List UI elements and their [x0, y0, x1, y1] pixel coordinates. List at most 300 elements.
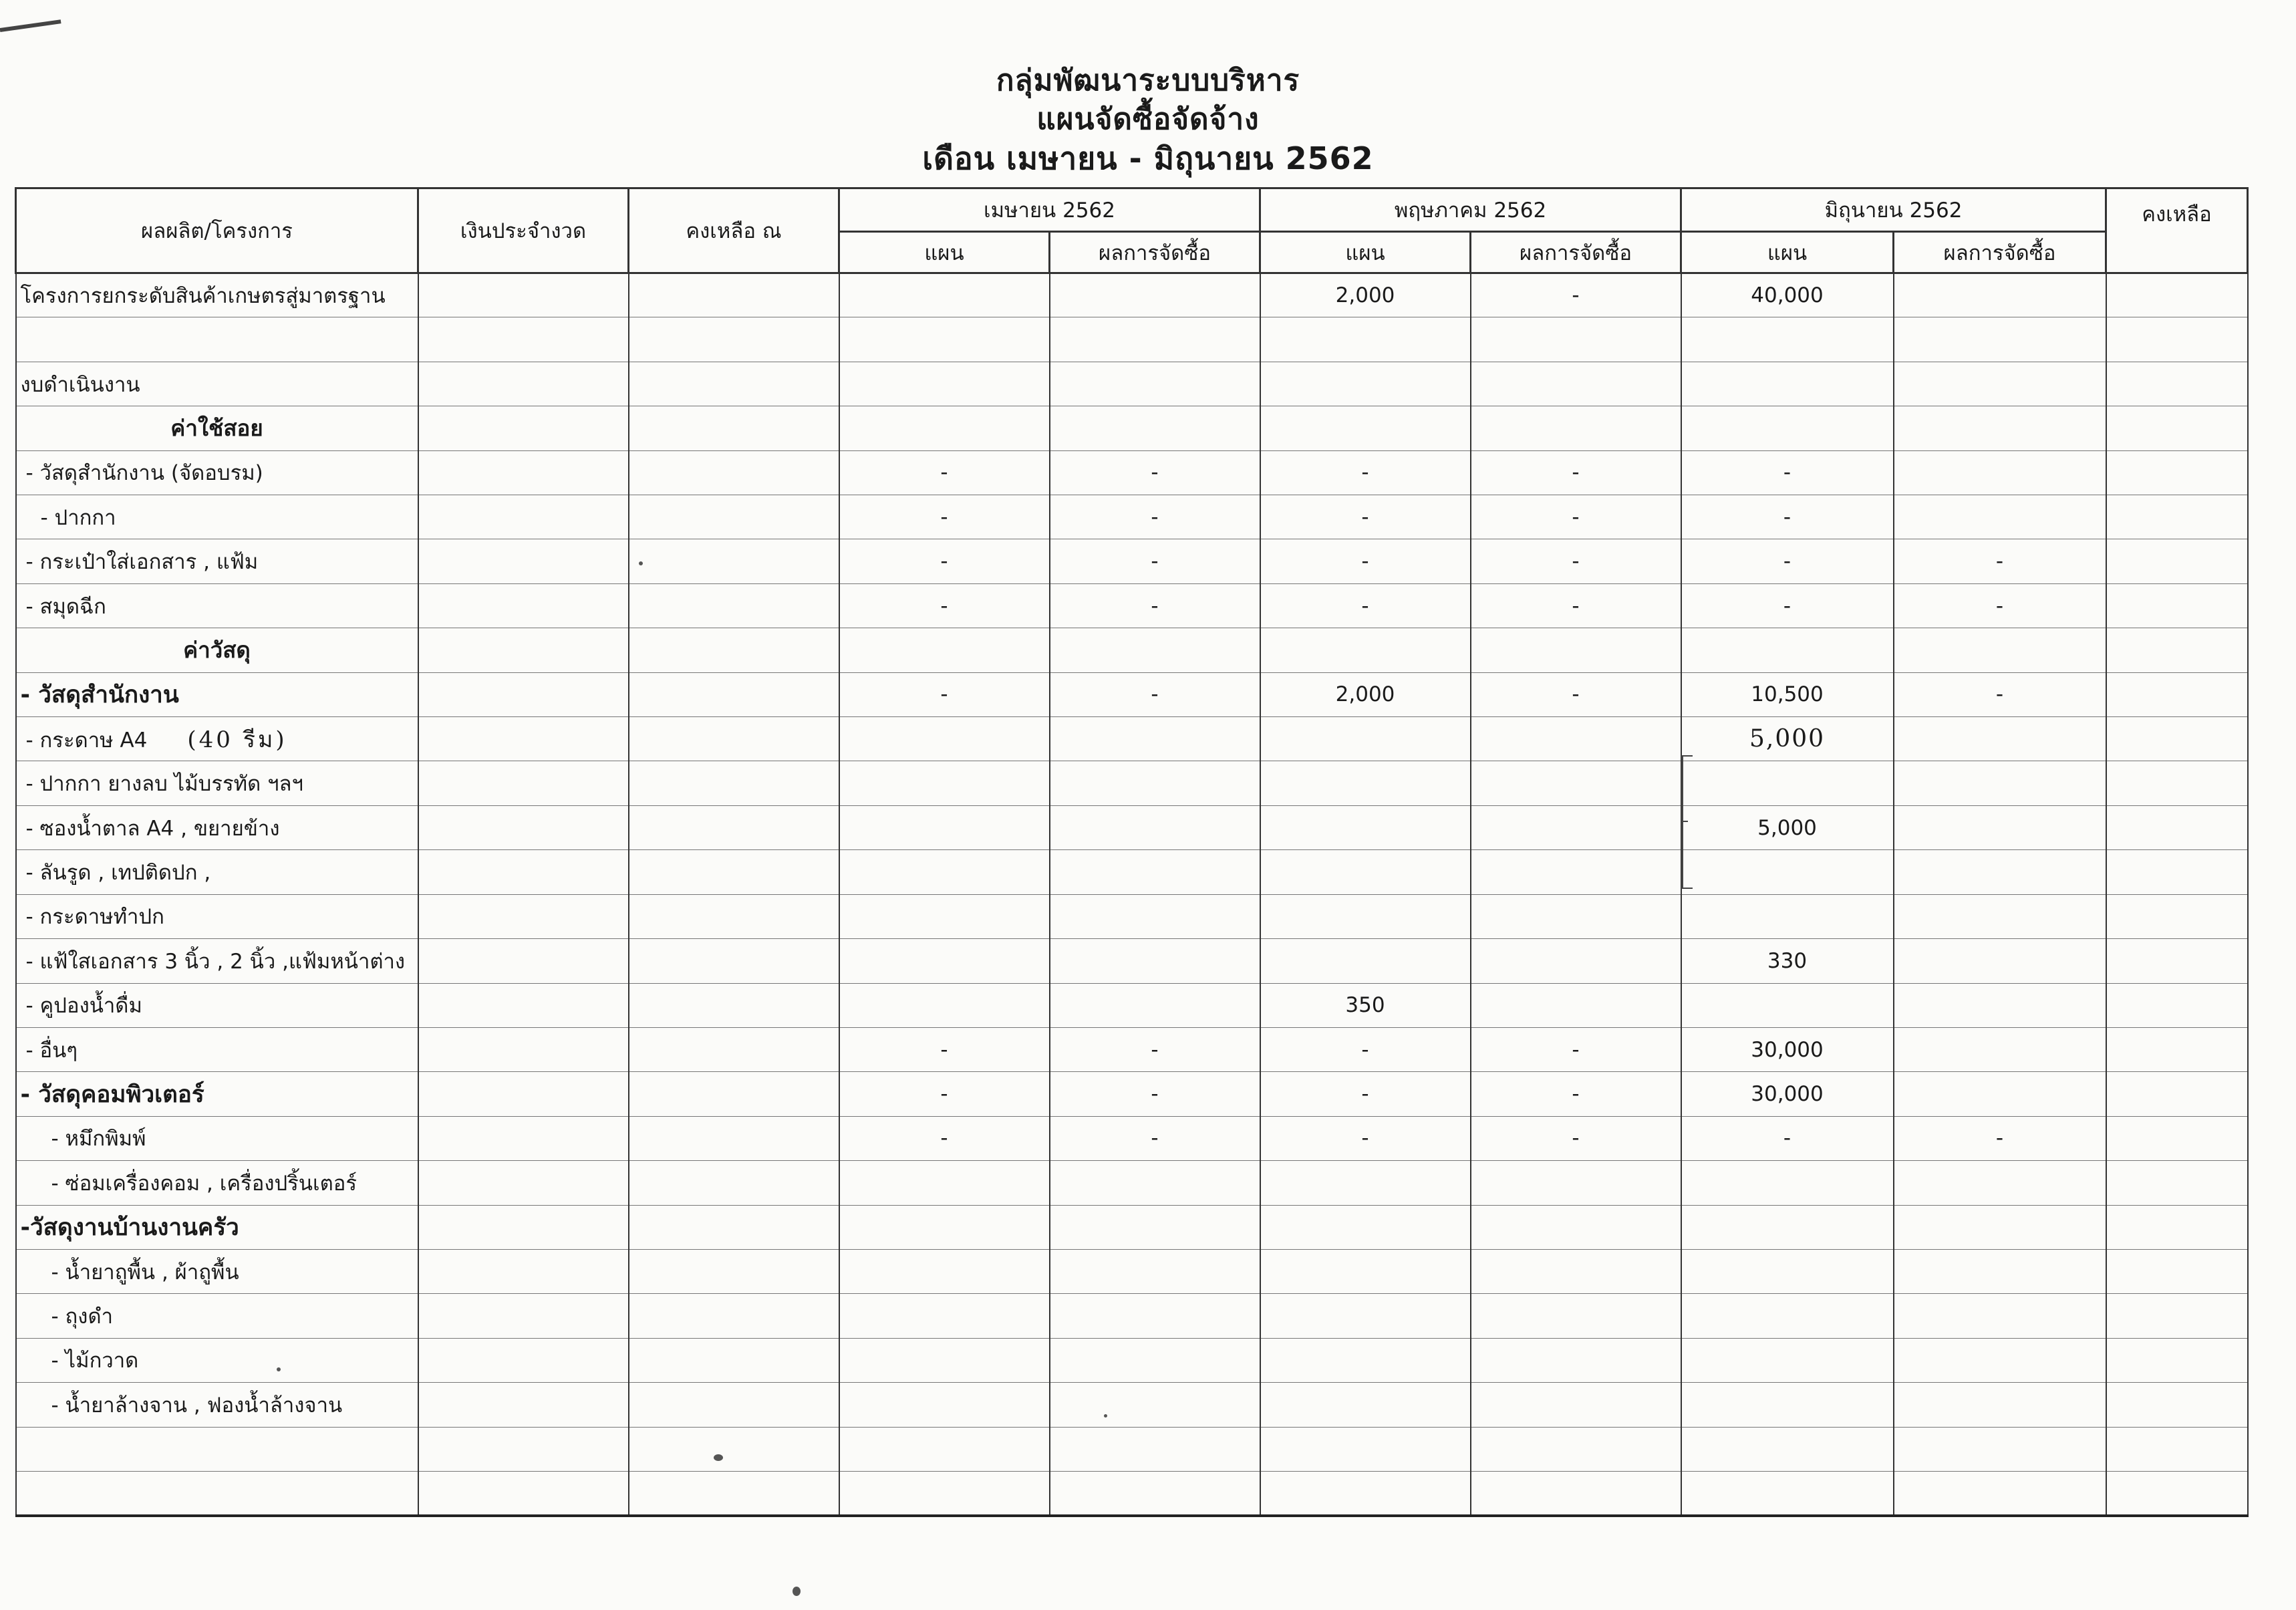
cell-may-plan — [1260, 983, 1471, 1027]
value-may-plan: 350 — [1345, 993, 1385, 1018]
table-row — [16, 805, 2248, 849]
stray-pen-mark — [0, 19, 61, 32]
cell-may-plan — [1260, 1027, 1471, 1071]
value-may-result: - — [1572, 1126, 1580, 1151]
cell-remaining-at — [629, 1027, 839, 1071]
value-may-result: - — [1572, 1037, 1580, 1062]
cell-jun-result — [1894, 1294, 2106, 1338]
table-row — [16, 1471, 2248, 1516]
cell-apr-plan — [839, 1471, 1050, 1516]
cell-budget — [418, 894, 629, 938]
cell-budget — [418, 1471, 629, 1516]
cell-jun-plan — [1681, 1427, 1894, 1471]
cell-apr-plan — [839, 317, 1050, 362]
table-row — [16, 450, 2248, 495]
value-jun-plan: - — [1783, 505, 1791, 529]
cell-jun-plan — [1681, 539, 1894, 583]
value-may-result: - — [1572, 682, 1580, 707]
cell-remaining-at — [629, 628, 839, 672]
cell-jun-result — [1894, 672, 2106, 716]
cell-apr-result — [1050, 1116, 1260, 1160]
table-row — [16, 761, 2248, 805]
item-label: - ซ่อมเครื่องคอม , เครื่องปริ้นเตอร์ — [51, 1171, 357, 1196]
value-apr-plan: - — [940, 549, 948, 574]
bracket-mark — [1681, 755, 1693, 889]
cell-may-result — [1471, 850, 1681, 894]
item-cell — [16, 1072, 418, 1116]
cell-apr-result — [1050, 983, 1260, 1027]
cell-remaining — [2106, 1471, 2248, 1516]
cell-may-result — [1471, 1338, 1681, 1382]
cell-remaining — [2106, 850, 2248, 894]
value-apr-plan: - — [940, 460, 948, 485]
table-row — [16, 1427, 2248, 1471]
cell-remaining-at — [629, 450, 839, 495]
cell-may-result — [1471, 583, 1681, 628]
item-cell — [16, 583, 418, 628]
cell-apr-result — [1050, 717, 1260, 761]
cell-may-plan — [1260, 539, 1471, 583]
value-may-result: - — [1572, 1082, 1580, 1107]
cell-may-result — [1471, 1072, 1681, 1116]
cell-remaining — [2106, 983, 2248, 1027]
item-label: - กระเป๋าใส่เอกสาร , แฟ้ม — [25, 550, 259, 575]
cell-jun-plan — [1681, 1072, 1894, 1116]
cell-may-result — [1471, 1294, 1681, 1338]
cell-apr-result — [1050, 939, 1260, 983]
item-label: ค่าใช้สอย — [170, 415, 263, 442]
cell-jun-result — [1894, 583, 2106, 628]
cell-may-plan — [1260, 672, 1471, 716]
cell-apr-plan — [839, 1427, 1050, 1471]
header-may-plan: แผน — [1260, 232, 1471, 273]
cell-apr-result — [1050, 1471, 1260, 1516]
cell-remaining — [2106, 362, 2248, 406]
cell-remaining — [2106, 628, 2248, 672]
cell-apr-result — [1050, 1249, 1260, 1293]
table-row — [16, 1383, 2248, 1427]
item-label: - อื่นๆ — [25, 1038, 78, 1063]
item-cell — [16, 1427, 418, 1471]
cell-may-plan — [1260, 362, 1471, 406]
cell-jun-plan — [1681, 1383, 1894, 1427]
item-label: - กระดาษ A4 — [25, 728, 148, 753]
handwritten-note: (40 รีม) — [187, 726, 287, 753]
cell-budget — [418, 939, 629, 983]
table-row — [16, 1338, 2248, 1382]
value-may-result: - — [1572, 283, 1580, 308]
item-label: - วัสดุสำนักงาน — [20, 681, 179, 708]
cell-budget — [418, 1249, 629, 1293]
item-label: - ซองน้ำตาล A4 , ขยายข้าง — [25, 816, 280, 841]
cell-apr-result — [1050, 1205, 1260, 1249]
value-may-plan: - — [1361, 1082, 1369, 1107]
item-cell — [16, 850, 418, 894]
cell-apr-plan — [839, 939, 1050, 983]
plan-table-body — [16, 273, 2248, 1516]
cell-apr-result — [1050, 1027, 1260, 1071]
cell-remaining-at — [629, 939, 839, 983]
table-row — [16, 983, 2248, 1027]
cell-remaining — [2106, 761, 2248, 805]
document-title-block — [0, 61, 2296, 178]
cell-remaining-at — [629, 273, 839, 317]
item-cell — [16, 894, 418, 938]
cell-budget — [418, 1294, 629, 1338]
item-label: - ลันรูด , เทปติดปก , — [25, 860, 211, 885]
cell-jun-result — [1894, 450, 2106, 495]
header-item: ผลผลิต/โครงการ — [16, 188, 418, 273]
cell-budget — [418, 1027, 629, 1071]
cell-jun-plan — [1681, 362, 1894, 406]
item-label: -วัสดุงานบ้านงานครัว — [20, 1214, 239, 1241]
cell-jun-result — [1894, 406, 2106, 450]
cell-jun-result — [1894, 1027, 2106, 1071]
item-label: - ปากกา — [40, 505, 116, 530]
cell-remaining-at — [629, 495, 839, 539]
table-row — [16, 406, 2248, 450]
cell-may-result — [1471, 1161, 1681, 1205]
cell-budget — [418, 983, 629, 1027]
cell-may-plan — [1260, 1249, 1471, 1293]
cell-apr-plan — [839, 1072, 1050, 1116]
item-cell — [16, 1161, 418, 1205]
cell-budget — [418, 450, 629, 495]
cell-budget — [418, 805, 629, 849]
cell-may-result — [1471, 1205, 1681, 1249]
item-cell — [16, 317, 418, 362]
item-label: ค่าวัสดุ — [183, 637, 251, 664]
cell-apr-result — [1050, 761, 1260, 805]
table-row — [16, 1027, 2248, 1071]
cell-jun-result — [1894, 628, 2106, 672]
cell-apr-result — [1050, 273, 1260, 317]
cell-jun-result — [1894, 1205, 2106, 1249]
cell-apr-result — [1050, 362, 1260, 406]
cell-apr-plan — [839, 1116, 1050, 1160]
value-jun-plan: 5,000 — [1757, 815, 1817, 840]
cell-budget — [418, 761, 629, 805]
cell-apr-plan — [839, 717, 1050, 761]
value-jun-result: - — [1995, 682, 2004, 707]
cell-remaining — [2106, 717, 2248, 761]
cell-remaining-at — [629, 1338, 839, 1382]
cell-remaining-at — [629, 894, 839, 938]
item-cell — [16, 672, 418, 716]
cell-may-result — [1471, 539, 1681, 583]
value-jun-plan: 40,000 — [1751, 283, 1824, 308]
cell-may-plan — [1260, 273, 1471, 317]
cell-apr-result — [1050, 450, 1260, 495]
cell-remaining-at — [629, 1161, 839, 1205]
value-may-result: - — [1572, 460, 1580, 485]
cell-jun-plan — [1681, 761, 1894, 805]
cell-jun-result — [1894, 1161, 2106, 1205]
cell-jun-plan — [1681, 983, 1894, 1027]
cell-apr-result — [1050, 894, 1260, 938]
table-row — [16, 317, 2248, 362]
cell-apr-plan — [839, 850, 1050, 894]
table-row — [16, 672, 2248, 716]
value-apr-plan: - — [940, 1082, 948, 1107]
cell-budget — [418, 850, 629, 894]
table-row — [16, 628, 2248, 672]
cell-remaining — [2106, 1427, 2248, 1471]
cell-may-result — [1471, 805, 1681, 849]
value-apr-plan: - — [940, 1037, 948, 1062]
table-row — [16, 894, 2248, 938]
cell-may-result — [1471, 450, 1681, 495]
value-apr-result: - — [1151, 505, 1159, 529]
cell-may-plan — [1260, 1116, 1471, 1160]
item-cell — [16, 1116, 418, 1160]
value-jun-plan: 5,000 — [1749, 725, 1826, 753]
cell-jun-plan — [1681, 273, 1894, 317]
scan-speck — [639, 561, 643, 565]
cell-apr-result — [1050, 1383, 1260, 1427]
cell-budget — [418, 1383, 629, 1427]
item-label: - หมึกพิมพ์ — [51, 1127, 146, 1152]
cell-jun-plan — [1681, 1338, 1894, 1382]
cell-budget — [418, 1338, 629, 1382]
value-jun-result: - — [1995, 593, 2004, 618]
scan-speck — [714, 1454, 723, 1461]
bracket-tick-mark — [1681, 821, 1688, 822]
value-apr-result: - — [1151, 682, 1159, 707]
cell-may-result — [1471, 717, 1681, 761]
procurement-plan-table — [15, 187, 2249, 1517]
cell-remaining-at — [629, 805, 839, 849]
cell-remaining — [2106, 1027, 2248, 1071]
cell-may-plan — [1260, 1161, 1471, 1205]
cell-jun-plan — [1681, 1027, 1894, 1071]
value-jun-plan: - — [1783, 593, 1791, 618]
period-title: เดือน เมษายน - มิถุนายน 2562 — [922, 140, 1374, 176]
item-cell — [16, 805, 418, 849]
cell-may-plan — [1260, 850, 1471, 894]
cell-jun-plan — [1681, 406, 1894, 450]
org-title: กลุ่มพัฒนาระบบบริหาร — [996, 63, 1300, 98]
cell-remaining — [2106, 273, 2248, 317]
cell-jun-result — [1894, 717, 2106, 761]
cell-may-plan — [1260, 495, 1471, 539]
cell-may-plan — [1260, 1294, 1471, 1338]
cell-apr-plan — [839, 1027, 1050, 1071]
cell-apr-result — [1050, 1294, 1260, 1338]
cell-budget — [418, 1116, 629, 1160]
cell-apr-result — [1050, 1161, 1260, 1205]
value-may-plan: - — [1361, 1037, 1369, 1062]
item-label: งบดำเนินงาน — [20, 372, 140, 397]
cell-remaining — [2106, 1338, 2248, 1382]
item-cell — [16, 1383, 418, 1427]
scan-speck — [277, 1367, 281, 1371]
cell-jun-plan — [1681, 717, 1894, 761]
item-cell — [16, 761, 418, 805]
value-jun-plan: 10,500 — [1751, 682, 1824, 707]
cell-may-result — [1471, 761, 1681, 805]
item-cell — [16, 539, 418, 583]
item-cell — [16, 628, 418, 672]
value-may-plan: - — [1361, 460, 1369, 485]
cell-apr-plan — [839, 1383, 1050, 1427]
table-row — [16, 1161, 2248, 1205]
value-apr-result: - — [1151, 593, 1159, 618]
value-may-result: - — [1572, 593, 1580, 618]
cell-remaining-at — [629, 406, 839, 450]
cell-remaining — [2106, 1294, 2248, 1338]
value-apr-plan: - — [940, 682, 948, 707]
cell-remaining — [2106, 406, 2248, 450]
cell-may-result — [1471, 628, 1681, 672]
cell-jun-result — [1894, 495, 2106, 539]
cell-jun-plan — [1681, 850, 1894, 894]
value-may-result: - — [1572, 549, 1580, 574]
item-cell — [16, 273, 418, 317]
cell-may-result — [1471, 406, 1681, 450]
item-cell — [16, 495, 418, 539]
item-cell — [16, 1471, 418, 1516]
cell-remaining-at — [629, 317, 839, 362]
header-month-april: เมษายน 2562 — [839, 188, 1260, 232]
table-row — [16, 1205, 2248, 1249]
cell-jun-result — [1894, 761, 2106, 805]
cell-jun-plan — [1681, 1294, 1894, 1338]
cell-jun-plan — [1681, 1161, 1894, 1205]
cell-budget — [418, 406, 629, 450]
item-cell — [16, 1338, 418, 1382]
cell-jun-result — [1894, 894, 2106, 938]
cell-jun-plan — [1681, 1471, 1894, 1516]
cell-apr-result — [1050, 406, 1260, 450]
cell-may-result — [1471, 317, 1681, 362]
value-may-result: - — [1572, 505, 1580, 529]
cell-budget — [418, 1427, 629, 1471]
cell-remaining — [2106, 1072, 2248, 1116]
cell-remaining — [2106, 1205, 2248, 1249]
cell-remaining-at — [629, 362, 839, 406]
scan-speck — [793, 1587, 801, 1596]
cell-budget — [418, 1072, 629, 1116]
value-jun-plan: 330 — [1767, 948, 1808, 973]
cell-budget — [418, 672, 629, 716]
header-apr-result: ผลการจัดซื้อ — [1050, 232, 1260, 273]
header-remaining-at: คงเหลือ ณ — [629, 188, 839, 273]
cell-apr-result — [1050, 539, 1260, 583]
cell-apr-plan — [839, 406, 1050, 450]
item-label: โครงการยกระดับสินค้าเกษตรสู่มาตรฐาน — [20, 284, 386, 309]
cell-may-result — [1471, 1249, 1681, 1293]
table-row — [16, 583, 2248, 628]
cell-may-plan — [1260, 1383, 1471, 1427]
cell-jun-result — [1894, 805, 2106, 849]
cell-may-plan — [1260, 1427, 1471, 1471]
value-may-plan: - — [1361, 1126, 1369, 1151]
cell-budget — [418, 495, 629, 539]
item-label: - กระดาษทำปก — [25, 905, 164, 930]
header-apr-plan: แผน — [839, 232, 1050, 273]
cell-remaining — [2106, 672, 2248, 716]
cell-apr-result — [1050, 1338, 1260, 1382]
cell-may-result — [1471, 1383, 1681, 1427]
cell-jun-result — [1894, 362, 2106, 406]
value-apr-plan: - — [940, 1126, 948, 1151]
cell-jun-result — [1894, 1338, 2106, 1382]
item-label: - ไม้กวาด — [51, 1349, 139, 1373]
cell-jun-result — [1894, 1249, 2106, 1293]
cell-jun-result — [1894, 939, 2106, 983]
cell-remaining-at — [629, 1471, 839, 1516]
value-apr-plan: - — [940, 593, 948, 618]
item-label: - วัสดุสำนักงาน (จัดอบรม) — [25, 461, 263, 486]
cell-remaining-at — [629, 1427, 839, 1471]
cell-apr-plan — [839, 1249, 1050, 1293]
item-cell — [16, 450, 418, 495]
table-row — [16, 1249, 2248, 1293]
table-row — [16, 273, 2248, 317]
cell-budget — [418, 317, 629, 362]
table-row — [16, 1072, 2248, 1116]
item-cell — [16, 362, 418, 406]
cell-may-result — [1471, 672, 1681, 716]
cell-budget — [418, 1161, 629, 1205]
cell-remaining-at — [629, 1249, 839, 1293]
cell-apr-plan — [839, 672, 1050, 716]
header-may-result: ผลการจัดซื้อ — [1471, 232, 1681, 273]
cell-apr-result — [1050, 1427, 1260, 1471]
cell-may-result — [1471, 894, 1681, 938]
cell-remaining-at — [629, 850, 839, 894]
cell-remaining — [2106, 495, 2248, 539]
cell-remaining-at — [629, 1205, 839, 1249]
item-cell — [16, 1249, 418, 1293]
cell-jun-plan — [1681, 805, 1894, 849]
cell-may-plan — [1260, 761, 1471, 805]
cell-may-plan — [1260, 1205, 1471, 1249]
cell-remaining-at — [629, 1116, 839, 1160]
cell-apr-plan — [839, 1294, 1050, 1338]
table-row — [16, 495, 2248, 539]
cell-may-plan — [1260, 1471, 1471, 1516]
cell-jun-plan — [1681, 939, 1894, 983]
cell-apr-plan — [839, 450, 1050, 495]
item-label: - คูปองน้ำดื่ม — [25, 994, 142, 1019]
cell-apr-result — [1050, 495, 1260, 539]
item-cell — [16, 983, 418, 1027]
cell-jun-result — [1894, 1471, 2106, 1516]
header-jun-result: ผลการจัดซื้อ — [1894, 232, 2106, 273]
cell-remaining-at — [629, 761, 839, 805]
value-apr-result: - — [1151, 1082, 1159, 1107]
value-may-plan: 2,000 — [1335, 682, 1395, 707]
value-apr-result: - — [1151, 549, 1159, 574]
cell-remaining-at — [629, 1072, 839, 1116]
cell-apr-plan — [839, 983, 1050, 1027]
cell-budget — [418, 273, 629, 317]
cell-may-result — [1471, 1116, 1681, 1160]
cell-may-plan — [1260, 1072, 1471, 1116]
cell-apr-plan — [839, 805, 1050, 849]
cell-may-plan — [1260, 894, 1471, 938]
cell-apr-plan — [839, 1338, 1050, 1382]
item-cell — [16, 1294, 418, 1338]
cell-jun-plan — [1681, 317, 1894, 362]
cell-remaining — [2106, 583, 2248, 628]
cell-apr-plan — [839, 894, 1050, 938]
cell-apr-plan — [839, 1205, 1050, 1249]
cell-budget — [418, 628, 629, 672]
cell-budget — [418, 583, 629, 628]
